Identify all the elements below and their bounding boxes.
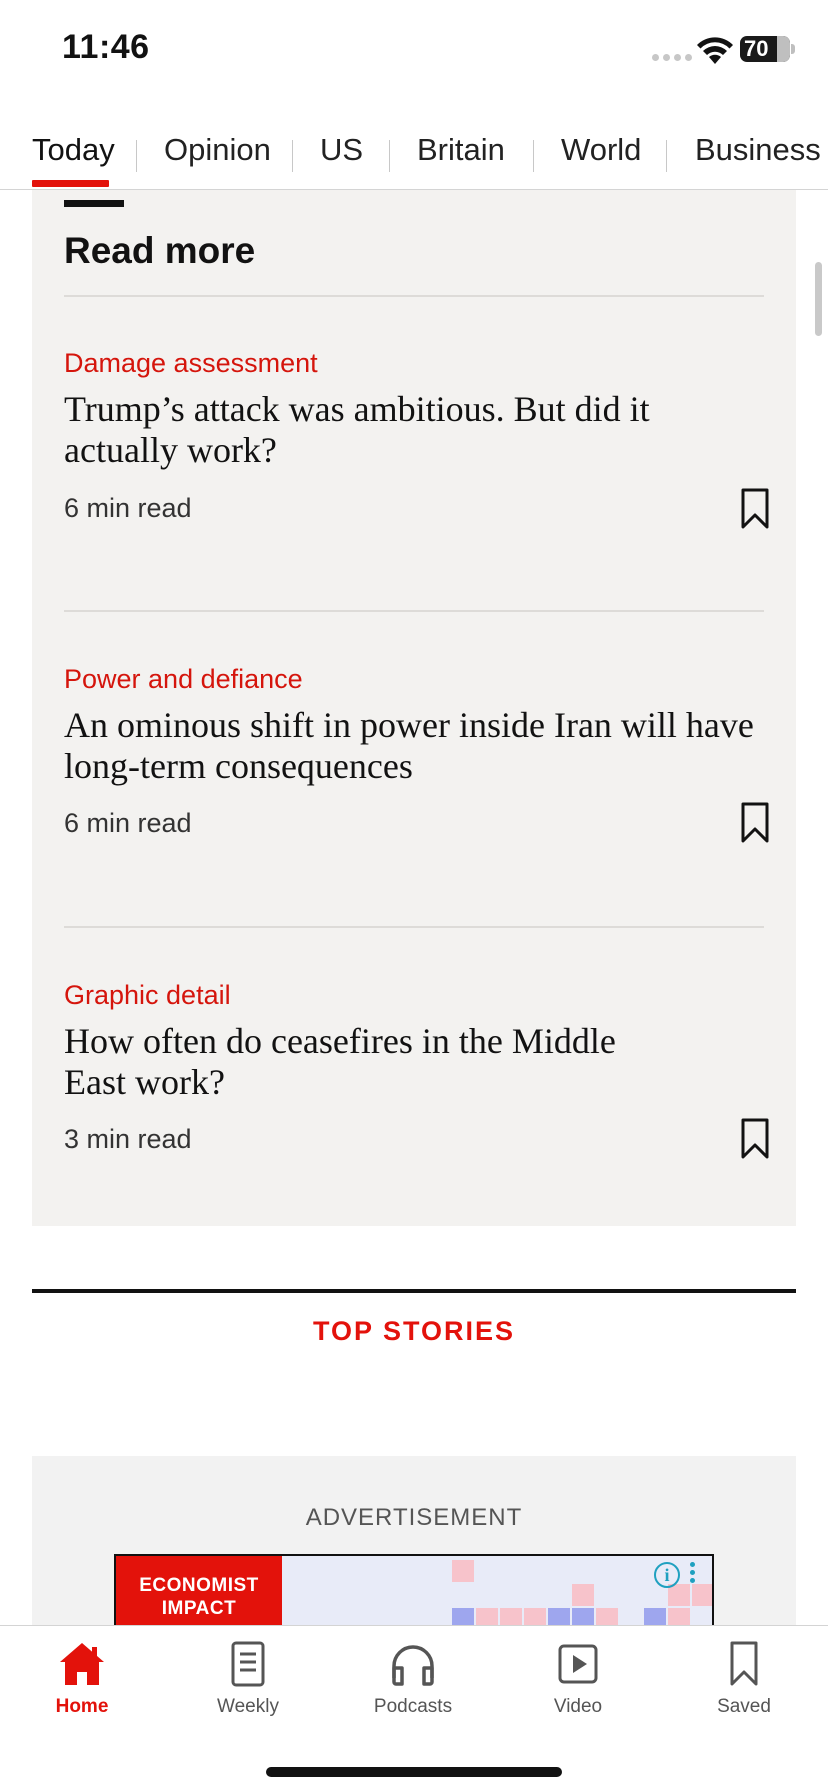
nav-saved[interactable] — [684, 1640, 804, 1718]
divider — [64, 610, 764, 612]
tab-business[interactable]: Business — [695, 132, 821, 167]
active-tab-indicator — [32, 180, 109, 187]
nav-video[interactable] — [518, 1640, 638, 1718]
article-headline[interactable]: Trump’s attack was ambitious. But did it actually work? — [64, 389, 650, 470]
tab-us[interactable]: US — [320, 132, 364, 167]
article-headline[interactable]: How often do ceasefires in the Middle East work? — [64, 1021, 616, 1102]
bookmark-icon — [720, 1640, 768, 1688]
nav-podcasts[interactable] — [353, 1640, 473, 1718]
bookmark-icon[interactable] — [739, 1118, 771, 1160]
section-marker — [64, 200, 124, 207]
bookmark-icon[interactable] — [739, 802, 771, 844]
ad-more-options-icon[interactable] — [690, 1562, 696, 1586]
article-card[interactable] — [64, 664, 764, 954]
read-more-title: Read more — [64, 230, 256, 271]
ad-graphic-cell — [596, 1608, 618, 1626]
section-tabs — [0, 118, 828, 190]
top-stories-heading: TOP STORIES — [312, 1316, 516, 1346]
read-time: 6 min read — [64, 493, 192, 523]
read-time: 3 min read — [64, 1124, 192, 1154]
nav-label: Saved — [717, 1696, 771, 1717]
tab-separator — [389, 140, 390, 172]
document-icon — [224, 1640, 272, 1688]
ad-graphic-cell — [524, 1608, 546, 1626]
bookmark-icon[interactable] — [739, 488, 771, 530]
article-card[interactable] — [64, 348, 764, 638]
scrollbar[interactable] — [815, 262, 822, 336]
article-kicker: Damage assessment — [64, 348, 318, 378]
play-icon — [554, 1640, 602, 1688]
ad-graphic-cell — [548, 1608, 570, 1626]
read-time: 6 min read — [64, 808, 192, 838]
cellular-signal-icon — [652, 54, 692, 61]
nav-weekly[interactable] — [188, 1640, 308, 1718]
article-kicker: Graphic detail — [64, 980, 231, 1010]
ad-graphic-cell — [476, 1608, 498, 1626]
headphones-icon — [389, 1640, 437, 1688]
home-indicator[interactable] — [266, 1767, 562, 1777]
tab-britain[interactable]: Britain — [417, 132, 505, 167]
ad-brand — [116, 1556, 282, 1626]
ad-graphic-cell — [692, 1584, 714, 1606]
nav-label: Home — [55, 1696, 109, 1717]
ad-graphic-cell — [668, 1608, 690, 1626]
advertisement-label: ADVERTISEMENT — [305, 1504, 523, 1531]
article-headline[interactable]: An ominous shift in power inside Iran will have long-term consequences — [64, 705, 754, 786]
top-stories-rule — [32, 1289, 796, 1293]
tab-separator — [666, 140, 667, 172]
ad-info-icon[interactable]: i — [654, 1562, 680, 1588]
ad-brand-line: IMPACT — [161, 1598, 237, 1619]
tab-opinion[interactable]: Opinion — [164, 132, 271, 167]
read-more-card — [32, 190, 796, 1226]
nav-label: Video — [553, 1696, 603, 1717]
battery-level: 70 — [744, 36, 769, 61]
tab-today[interactable]: Today — [32, 132, 115, 167]
article-card[interactable] — [64, 980, 764, 1230]
nav-home[interactable] — [22, 1640, 142, 1718]
ad-graphic-cell — [500, 1608, 522, 1626]
nav-label: Podcasts — [373, 1696, 453, 1717]
article-kicker: Power and defiance — [64, 664, 303, 694]
tab-world[interactable]: World — [561, 132, 642, 167]
battery-icon — [740, 36, 790, 62]
ad-graphic-cell — [452, 1608, 474, 1626]
advertisement — [32, 1456, 796, 1626]
nav-label: Weekly — [217, 1696, 279, 1717]
ad-banner[interactable] — [114, 1554, 714, 1626]
tab-separator — [533, 140, 534, 172]
tab-separator — [136, 140, 137, 172]
divider — [64, 926, 764, 928]
status-time: 11:46 — [62, 28, 150, 66]
ad-graphic-cell — [572, 1608, 594, 1626]
ad-brand-line: ECONOMIST — [139, 1575, 259, 1596]
ad-graphic-cell — [668, 1584, 690, 1606]
home-icon — [58, 1640, 106, 1688]
ad-graphic-cell — [644, 1608, 666, 1626]
wifi-icon — [696, 36, 734, 66]
battery-tip — [791, 44, 795, 54]
status-bar — [0, 0, 828, 100]
tab-separator — [292, 140, 293, 172]
divider — [64, 295, 764, 297]
ad-graphic-cell — [452, 1560, 474, 1582]
ad-graphic-cell — [572, 1584, 594, 1606]
